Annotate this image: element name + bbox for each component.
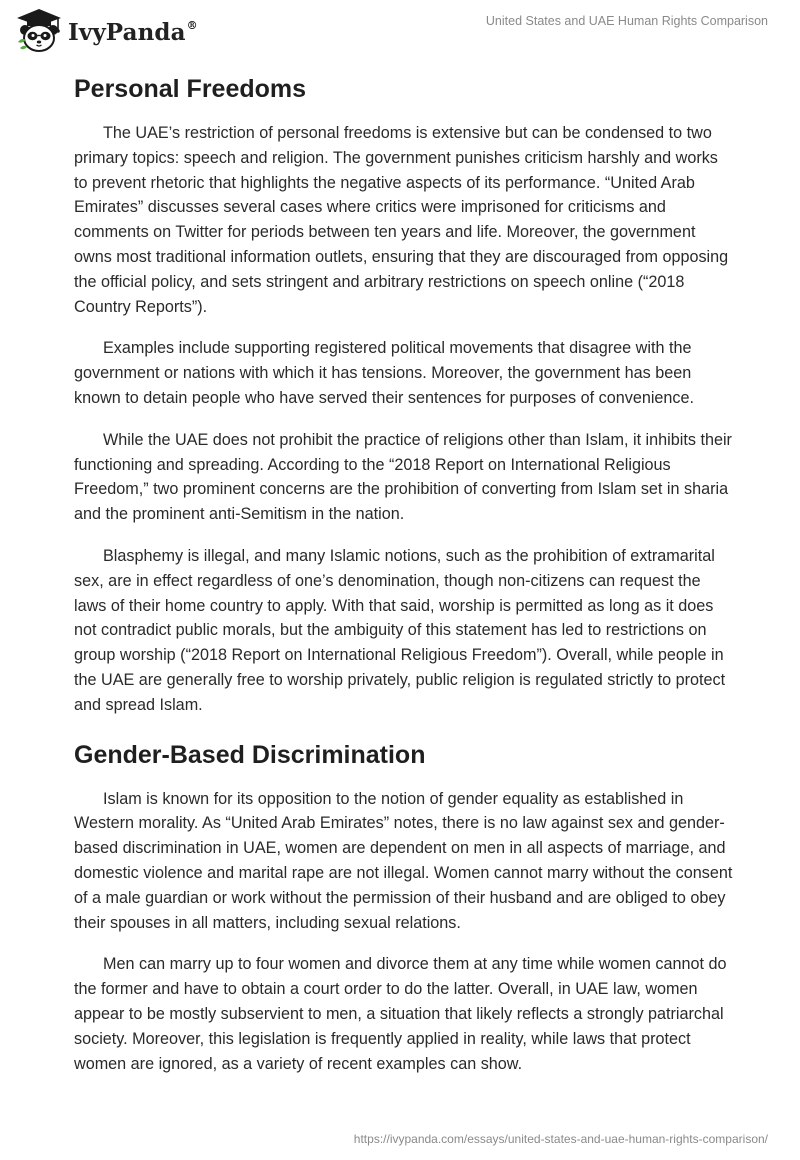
source-url[interactable]: https://ivypanda.com/essays/united-states-and-uae-human-rights-comparison/ (353, 1132, 768, 1146)
paragraph: Islam is known for its opposition to the notion of gender equality as established in Western morality. As “United Arab Emirates” notes, there is no law against sex and gender-based discrimination in UAE, women are dependent on men in all aspects of marriage, and domestic violence and marital rape are not illegal. Women cannot marry without the consent of a male guardian or work without the permission of their husband and are obliged to obey their spouses in all matters, including sexual relations. (74, 789, 733, 932)
paragraph: Blasphemy is illegal, and many Islamic notions, such as the prohibition of extramarital sex, are in effect regardless of one’s denomination, though non-citizens can request the laws of their home country to apply. With that said, worship is permitted as long as it does not contradict public morals, but the ambiguity of this statement has led to restrictions on group worship (“2018 Report on International Religious Freedom”). Overall, while people in the UAE are generally free to worship privately, public religion is regulated strictly to protect and spread Islam. (74, 546, 726, 714)
ivypanda-logo[interactable] (14, 6, 198, 56)
section-heading-personal-freedoms: Personal Freedoms (74, 75, 307, 103)
paragraph: Men can marry up to four women and divorce them at any time while women cannot do the former and have to obtain a court order to do the latter. Overall, in UAE law, women appear to be mostly subservient to men, a situation that likely reflects a strongly patriarchal society. Moreover, this legislation is frequently applied in reality, while laws that protect women are ignored, as a variety of recent examples can show. (74, 955, 727, 1073)
article-body (74, 72, 734, 1076)
panda-graduate-icon (14, 6, 64, 56)
brand-text: IvyPanda (68, 18, 186, 46)
paragraph: The UAE’s restriction of personal freedoms is extensive but can be condensed to two primary topics: speech and religion. The government punishes criticism harshly and works to prevent rhetoric that highlights the negative aspects of its performance. “United Arab Emirates” discusses several cases where critics were imprisoned for criticisms and comments on Twitter for periods between ten years and life. Moreover, the government owns most traditional information outlets, ensuring that they are discouraged from opposing the official policy, and sets stringent and arbitrary restrictions on speech online (“2018 Country Reports”). (74, 124, 729, 316)
section-heading-gender-discrimination: Gender-Based Discrimination (74, 740, 426, 769)
paragraph: Examples include supporting registered political movements that disagree with the government or nations with which it has tensions. Moreover, the government has been known to detain people who have served their sentences for purposes of convenience. (74, 339, 695, 407)
paragraph: While the UAE does not prohibit the practice of religions other than Islam, it inhibits their functioning and spreading. According to the “2018 Report on International Religious Freedom,” two prominent concerns are the prohibition of converting from Islam set in sharia and the prominent anti-Semitism in the nation. (74, 430, 732, 524)
registered-mark: ® (186, 18, 198, 32)
page-header (0, 0, 800, 66)
document-title: United States and UAE Human Rights Comparison (485, 14, 768, 28)
brand-name (68, 19, 198, 46)
